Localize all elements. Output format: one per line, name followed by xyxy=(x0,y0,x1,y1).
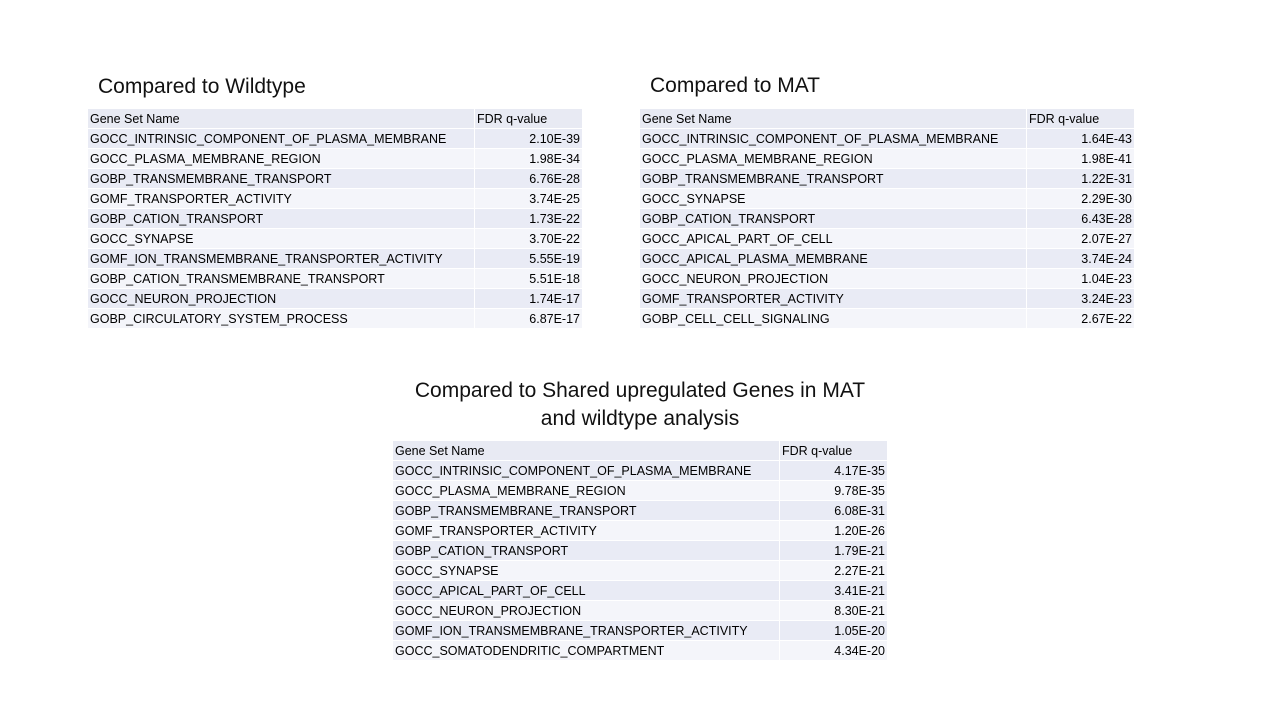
fdr-q-value-cell: 2.67E-22 xyxy=(1026,309,1134,329)
gene-set-name-cell: GOCC_SYNAPSE xyxy=(393,561,779,581)
fdr-q-value-cell: 3.41E-21 xyxy=(779,581,887,601)
shared-panel-title-line1: Compared to Shared upregulated Genes in MAT xyxy=(414,379,866,402)
fdr-q-value-cell: 1.98E-41 xyxy=(1026,149,1134,169)
gene-set-name-cell: GOBP_CATION_TRANSPORT xyxy=(88,209,474,229)
table-row xyxy=(88,129,582,149)
table-header-row xyxy=(88,109,582,129)
wildtype-panel-title: Compared to Wildtype xyxy=(98,75,306,98)
table-row xyxy=(640,269,1134,289)
table-row xyxy=(393,501,887,521)
table-row xyxy=(88,189,582,209)
table-row xyxy=(393,641,887,661)
table-row xyxy=(393,621,887,641)
fdr-q-value-cell: 4.34E-20 xyxy=(779,641,887,661)
table-row xyxy=(640,149,1134,169)
gene-set-name-cell: GOMF_TRANSPORTER_ACTIVITY xyxy=(640,289,1026,309)
fdr-q-value-cell: 1.64E-43 xyxy=(1026,129,1134,149)
fdr-q-value-cell: 3.74E-24 xyxy=(1026,249,1134,269)
gene-set-name-cell: GOBP_CATION_TRANSMEMBRANE_TRANSPORT xyxy=(88,269,474,289)
fdr-q-value-cell: 1.98E-34 xyxy=(474,149,582,169)
gene-set-name-cell: GOMF_ION_TRANSMEMBRANE_TRANSPORTER_ACTIVITY xyxy=(393,621,779,641)
gene-set-name-cell: GOBP_TRANSMEMBRANE_TRANSPORT xyxy=(640,169,1026,189)
gene-set-name-cell: GOBP_CIRCULATORY_SYSTEM_PROCESS xyxy=(88,309,474,329)
fdr-q-value-cell: 3.24E-23 xyxy=(1026,289,1134,309)
fdr-q-value-cell: 3.70E-22 xyxy=(474,229,582,249)
table-row xyxy=(393,581,887,601)
gene-set-name-cell: GOCC_SOMATODENDRITIC_COMPARTMENT xyxy=(393,641,779,661)
table-row xyxy=(393,461,887,481)
table-row xyxy=(640,209,1134,229)
gene-set-name-cell: GOCC_INTRINSIC_COMPONENT_OF_PLASMA_MEMBRANE xyxy=(393,461,779,481)
table-row xyxy=(640,309,1134,329)
gene-set-name-cell: GOCC_NEURON_PROJECTION xyxy=(88,289,474,309)
table-row xyxy=(640,289,1134,309)
fdr-q-value-cell: 3.74E-25 xyxy=(474,189,582,209)
gene-set-name-cell: GOBP_CELL_CELL_SIGNALING xyxy=(640,309,1026,329)
gene-set-name-header: Gene Set Name xyxy=(88,109,474,129)
gene-set-name-header: Gene Set Name xyxy=(393,441,779,461)
gene-set-name-cell: GOMF_TRANSPORTER_ACTIVITY xyxy=(393,521,779,541)
table-row xyxy=(88,149,582,169)
table-row xyxy=(393,601,887,621)
gene-set-name-cell: GOCC_NEURON_PROJECTION xyxy=(393,601,779,621)
shared-panel-title xyxy=(380,377,900,433)
fdr-q-value-cell: 6.87E-17 xyxy=(474,309,582,329)
gene-set-name-cell: GOCC_INTRINSIC_COMPONENT_OF_PLASMA_MEMBRANE xyxy=(640,129,1026,149)
mat-panel-title: Compared to MAT xyxy=(650,74,820,97)
table-row xyxy=(640,249,1134,269)
table-row xyxy=(640,129,1134,149)
table-row xyxy=(640,189,1134,209)
table-row xyxy=(640,169,1134,189)
gene-set-name-cell: GOCC_APICAL_PLASMA_MEMBRANE xyxy=(640,249,1026,269)
fdr-q-value-header: FDR q-value xyxy=(1026,109,1134,129)
gene-set-name-cell: GOCC_NEURON_PROJECTION xyxy=(640,269,1026,289)
table-row xyxy=(88,209,582,229)
shared-panel-title-line2: and wildtype analysis xyxy=(540,407,740,430)
table-header-row xyxy=(393,441,887,461)
table-row xyxy=(88,289,582,309)
fdr-q-value-cell: 1.20E-26 xyxy=(779,521,887,541)
table-row xyxy=(88,309,582,329)
fdr-q-value-cell: 5.55E-19 xyxy=(474,249,582,269)
fdr-q-value-cell: 1.74E-17 xyxy=(474,289,582,309)
fdr-q-value-header: FDR q-value xyxy=(779,441,887,461)
fdr-q-value-cell: 1.04E-23 xyxy=(1026,269,1134,289)
table-row xyxy=(88,229,582,249)
fdr-q-value-cell: 6.76E-28 xyxy=(474,169,582,189)
table-row xyxy=(88,269,582,289)
gene-set-name-cell: GOMF_TRANSPORTER_ACTIVITY xyxy=(88,189,474,209)
fdr-q-value-cell: 2.10E-39 xyxy=(474,129,582,149)
table-row xyxy=(393,521,887,541)
fdr-q-value-header: FDR q-value xyxy=(474,109,582,129)
gene-set-name-cell: GOCC_APICAL_PART_OF_CELL xyxy=(640,229,1026,249)
gene-set-name-cell: GOBP_CATION_TRANSPORT xyxy=(393,541,779,561)
fdr-q-value-cell: 6.08E-31 xyxy=(779,501,887,521)
table-row xyxy=(88,169,582,189)
fdr-q-value-cell: 9.78E-35 xyxy=(779,481,887,501)
fdr-q-value-cell: 1.73E-22 xyxy=(474,209,582,229)
table-row xyxy=(88,249,582,269)
mat-gene-set-table xyxy=(640,109,1134,329)
fdr-q-value-cell: 5.51E-18 xyxy=(474,269,582,289)
fdr-q-value-cell: 2.27E-21 xyxy=(779,561,887,581)
gene-set-name-cell: GOCC_INTRINSIC_COMPONENT_OF_PLASMA_MEMBRANE xyxy=(88,129,474,149)
wildtype-gene-set-table xyxy=(88,109,582,329)
table-row xyxy=(393,541,887,561)
gene-set-name-header: Gene Set Name xyxy=(640,109,1026,129)
gene-set-name-cell: GOCC_APICAL_PART_OF_CELL xyxy=(393,581,779,601)
fdr-q-value-cell: 1.05E-20 xyxy=(779,621,887,641)
table-row xyxy=(393,481,887,501)
table-row xyxy=(640,229,1134,249)
shared-gene-set-table xyxy=(393,441,887,661)
fdr-q-value-cell: 6.43E-28 xyxy=(1026,209,1134,229)
table-row xyxy=(393,561,887,581)
table-header-row xyxy=(640,109,1134,129)
gene-set-name-cell: GOBP_CATION_TRANSPORT xyxy=(640,209,1026,229)
fdr-q-value-cell: 4.17E-35 xyxy=(779,461,887,481)
fdr-q-value-cell: 1.22E-31 xyxy=(1026,169,1134,189)
gene-set-name-cell: GOCC_SYNAPSE xyxy=(88,229,474,249)
gene-set-name-cell: GOBP_TRANSMEMBRANE_TRANSPORT xyxy=(88,169,474,189)
gene-set-name-cell: GOCC_PLASMA_MEMBRANE_REGION xyxy=(640,149,1026,169)
fdr-q-value-cell: 2.07E-27 xyxy=(1026,229,1134,249)
gene-set-name-cell: GOCC_SYNAPSE xyxy=(640,189,1026,209)
gene-set-name-cell: GOBP_TRANSMEMBRANE_TRANSPORT xyxy=(393,501,779,521)
fdr-q-value-cell: 2.29E-30 xyxy=(1026,189,1134,209)
fdr-q-value-cell: 1.79E-21 xyxy=(779,541,887,561)
gene-set-name-cell: GOCC_PLASMA_MEMBRANE_REGION xyxy=(393,481,779,501)
fdr-q-value-cell: 8.30E-21 xyxy=(779,601,887,621)
gene-set-name-cell: GOCC_PLASMA_MEMBRANE_REGION xyxy=(88,149,474,169)
gene-set-name-cell: GOMF_ION_TRANSMEMBRANE_TRANSPORTER_ACTIVITY xyxy=(88,249,474,269)
